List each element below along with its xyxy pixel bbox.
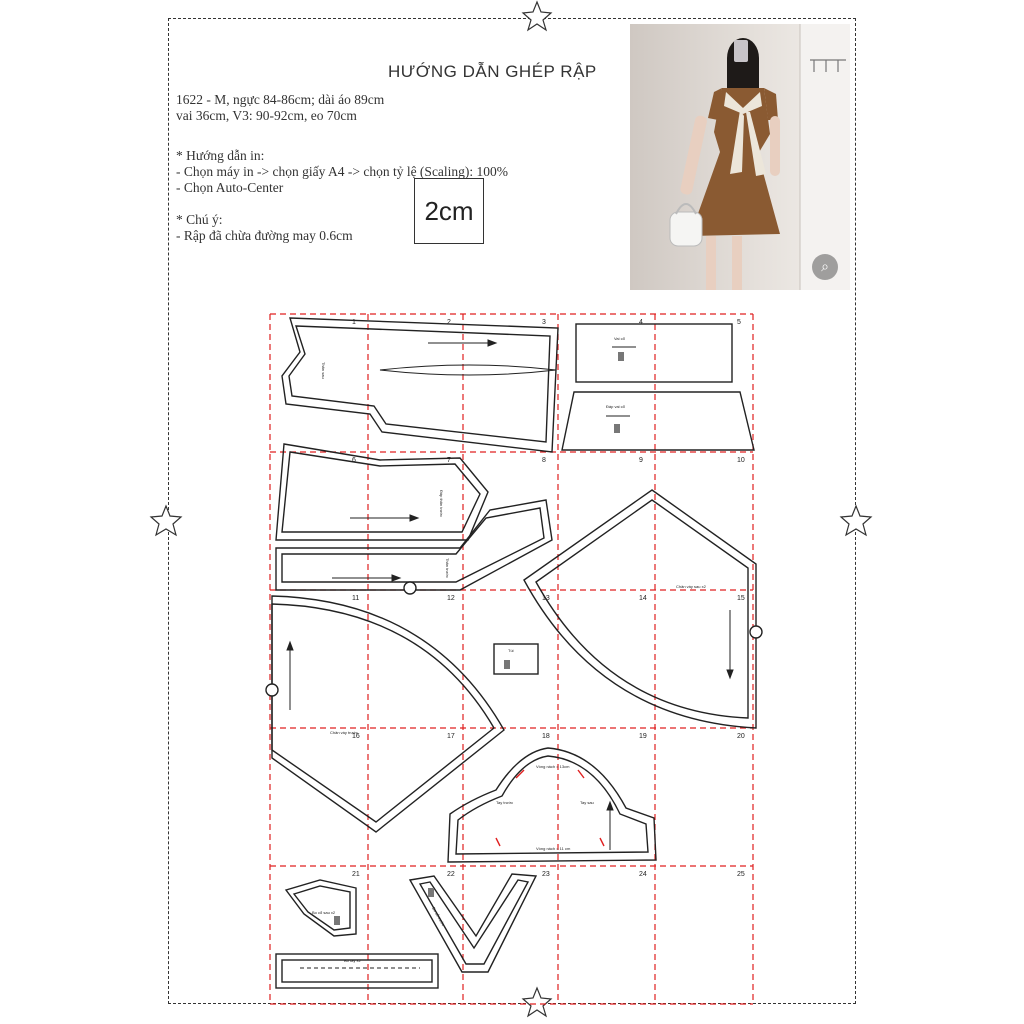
note-heading: * Chú ý: — [176, 212, 223, 227]
label-chan-vay-truoc: Chân váy trước — [330, 730, 358, 735]
page-title: HƯỚNG DẪN GHÉP RẬP — [388, 62, 597, 81]
notches — [496, 770, 604, 846]
label-than-sau: Thân sau — [321, 362, 326, 379]
label-tui: Túi — [508, 648, 514, 653]
page-number: 7 — [447, 457, 451, 464]
page-number: 3 — [542, 319, 546, 326]
label-tay-sau: Tay sau — [580, 800, 594, 805]
page-number: 16 — [352, 733, 360, 740]
label-bo-co-truoc: Bo cổ trước — [431, 906, 447, 927]
page-number: 20 — [737, 733, 745, 740]
piece-front-skirt — [272, 596, 504, 832]
label-vai-co: Vai cổ — [614, 336, 625, 341]
lens-search-icon[interactable]: ⌕ — [812, 254, 838, 280]
piece-pocket — [494, 644, 538, 674]
page-number: 12 — [447, 595, 455, 602]
page-number: 10 — [737, 457, 745, 464]
pattern-pieces — [266, 318, 762, 988]
piece-front-facing — [276, 444, 488, 540]
page-number: 15 — [737, 595, 745, 602]
page-grid — [270, 314, 753, 1004]
label-chan-vay-sau: Chân váy sau x2 — [676, 584, 706, 589]
page-number: 9 — [639, 457, 643, 464]
label-bo-co-sau: Bo cổ sau x2 — [312, 910, 336, 915]
piece-labels — [312, 336, 707, 963]
page-number: 18 — [542, 733, 550, 740]
page-number: 5 — [737, 319, 741, 326]
page-number: 11 — [352, 595, 360, 602]
note-line-1: - Rập đã chừa đường may 0.6cm — [176, 228, 353, 243]
print-guide-heading: * Hướng dẫn in: — [176, 148, 265, 163]
label-day-co: Đáp vai cổ — [606, 404, 625, 409]
print-guide-line-1: - Chọn máy in -> chọn giấy A4 -> chọn tỷ lệ (Scaling): 100% — [176, 164, 509, 179]
label-bo-tay: Bo tay x2 — [344, 958, 361, 963]
page-number: 4 — [639, 319, 643, 326]
piece-collar-rect — [576, 324, 732, 382]
page-number: 23 — [542, 871, 550, 878]
page-number: 24 — [639, 871, 647, 878]
label-tay-truoc: Tay trước — [496, 800, 514, 805]
piece-tags — [334, 352, 624, 925]
page-number: 22 — [447, 871, 455, 878]
page-number: 8 — [542, 457, 546, 464]
piece-back-bodice — [282, 318, 558, 452]
label-vong-nach-bottom: Vòng nách = 11 cm — [536, 846, 571, 851]
size-info-line-2: vai 36cm, V3: 90-92cm, eo 70cm — [176, 108, 357, 123]
piece-collar-trapezoid — [562, 392, 754, 450]
page-number: 14 — [639, 595, 647, 602]
page-number: 13 — [542, 595, 550, 602]
page-number: 2 — [447, 319, 451, 326]
scale-label: 2cm — [424, 195, 474, 226]
page-number: 21 — [352, 871, 360, 878]
label-than-truoc: Thân trước — [445, 558, 450, 578]
piece-back-neckband — [286, 880, 356, 936]
label-than-truoc-dap: Đáp thân trước — [439, 490, 444, 518]
size-info-line-1: 1622 - M, ngực 84-86cm; dài áo 89cm — [176, 92, 385, 107]
page-number: 1 — [352, 319, 356, 326]
page-number: 19 — [639, 733, 647, 740]
page-number: 25 — [737, 871, 745, 878]
piece-back-skirt — [524, 490, 756, 728]
label-vong-nach-top: Vòng nách = 13cm — [536, 764, 570, 769]
page-number: 6 — [352, 457, 356, 464]
page-number: 17 — [447, 733, 455, 740]
print-guide-line-2: - Chọn Auto-Center — [176, 180, 284, 195]
